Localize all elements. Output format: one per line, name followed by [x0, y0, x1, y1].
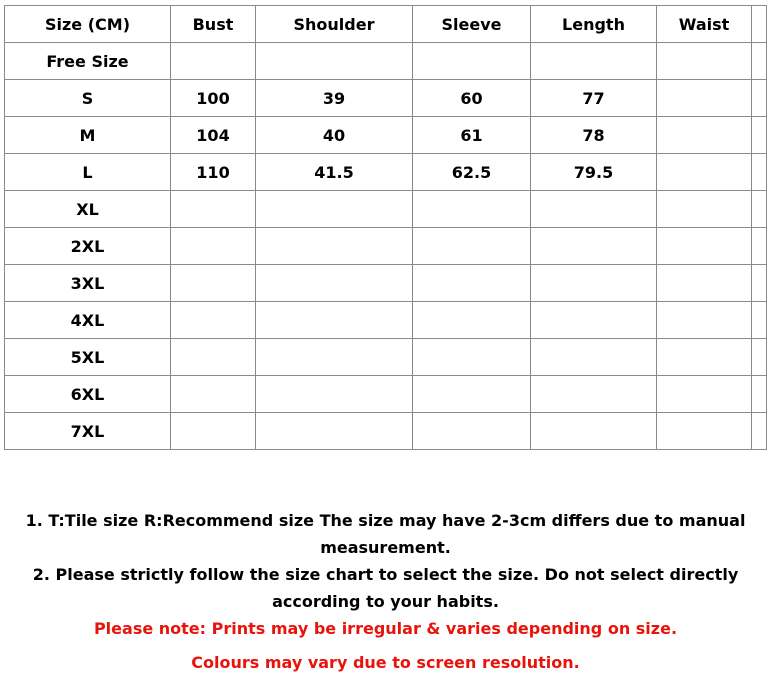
cell-size: 4XL: [5, 302, 171, 339]
cell-size: L: [5, 154, 171, 191]
note-1-line-2: measurement.: [320, 538, 451, 557]
cell-shoulder: [256, 339, 413, 376]
cell-length: [531, 265, 657, 302]
cell-sleeve: [413, 191, 531, 228]
cell-shoulder: [256, 302, 413, 339]
cell-shoulder: 40: [256, 117, 413, 154]
cell-waist: [657, 265, 752, 302]
cell-size: 6XL: [5, 376, 171, 413]
cell-length: [531, 413, 657, 450]
cell-sleeve: 61: [413, 117, 531, 154]
table-row: [5, 302, 767, 339]
header-size: Size (CM): [5, 6, 171, 43]
cell-shoulder: [256, 191, 413, 228]
cell-sleeve: [413, 228, 531, 265]
color-warning: Colours may vary due to screen resolution.: [191, 653, 580, 672]
header-length: Length: [531, 6, 657, 43]
cell-length: [531, 339, 657, 376]
cell-bust: 110: [171, 154, 256, 191]
table-row: [5, 117, 767, 154]
header-waist: Waist: [657, 6, 752, 43]
cell-length: [531, 376, 657, 413]
cell-extra: [752, 265, 767, 302]
cell-size: 2XL: [5, 228, 171, 265]
cell-sleeve: [413, 376, 531, 413]
table-row: [5, 339, 767, 376]
cell-length: 79.5: [531, 154, 657, 191]
cell-extra: [752, 339, 767, 376]
cell-extra: [752, 117, 767, 154]
header-bust: Bust: [171, 6, 256, 43]
cell-extra: [752, 154, 767, 191]
cell-bust: 104: [171, 117, 256, 154]
cell-extra: [752, 302, 767, 339]
cell-extra: [752, 80, 767, 117]
cell-bust: [171, 191, 256, 228]
cell-size: Free Size: [5, 43, 171, 80]
cell-waist: [657, 80, 752, 117]
note-2-line-2: according to your habits.: [272, 592, 499, 611]
print-warning: Please note: Prints may be irregular & varies depending on size.: [93, 619, 678, 638]
cell-length: [531, 228, 657, 265]
table-header-row: [5, 6, 767, 43]
cell-waist: [657, 413, 752, 450]
cell-sleeve: [413, 265, 531, 302]
table-row: [5, 265, 767, 302]
cell-bust: [171, 339, 256, 376]
size-notes: [0, 507, 771, 676]
cell-length: [531, 43, 657, 80]
cell-size: 3XL: [5, 265, 171, 302]
table-row: [5, 43, 767, 80]
cell-size: 5XL: [5, 339, 171, 376]
cell-bust: [171, 265, 256, 302]
cell-sleeve: [413, 413, 531, 450]
cell-sleeve: [413, 43, 531, 80]
cell-size: 7XL: [5, 413, 171, 450]
table-row: [5, 80, 767, 117]
cell-bust: 100: [171, 80, 256, 117]
cell-sleeve: [413, 339, 531, 376]
cell-shoulder: [256, 43, 413, 80]
table-row: [5, 191, 767, 228]
cell-extra: [752, 228, 767, 265]
table-row: [5, 413, 767, 450]
header-shoulder: Shoulder: [256, 6, 413, 43]
header-sleeve: Sleeve: [413, 6, 531, 43]
cell-waist: [657, 117, 752, 154]
cell-shoulder: 41.5: [256, 154, 413, 191]
cell-extra: [752, 191, 767, 228]
cell-waist: [657, 339, 752, 376]
size-chart-table: [4, 5, 767, 450]
cell-shoulder: [256, 376, 413, 413]
cell-shoulder: [256, 265, 413, 302]
cell-shoulder: 39: [256, 80, 413, 117]
cell-waist: [657, 228, 752, 265]
cell-length: [531, 302, 657, 339]
cell-extra: [752, 413, 767, 450]
cell-waist: [657, 43, 752, 80]
cell-length: 78: [531, 117, 657, 154]
cell-bust: [171, 376, 256, 413]
cell-sleeve: 60: [413, 80, 531, 117]
table-row: [5, 228, 767, 265]
cell-sleeve: [413, 302, 531, 339]
cell-waist: [657, 376, 752, 413]
cell-extra: [752, 376, 767, 413]
note-2-line-1: 2. Please strictly follow the size chart to select the size. Do not select directly: [32, 565, 739, 584]
cell-bust: [171, 302, 256, 339]
header-extra-cell: [752, 6, 767, 43]
cell-length: [531, 191, 657, 228]
cell-bust: [171, 228, 256, 265]
cell-waist: [657, 154, 752, 191]
cell-waist: [657, 302, 752, 339]
cell-shoulder: [256, 228, 413, 265]
cell-size: S: [5, 80, 171, 117]
cell-length: 77: [531, 80, 657, 117]
cell-extra: [752, 43, 767, 80]
cell-sleeve: 62.5: [413, 154, 531, 191]
table-row: [5, 154, 767, 191]
cell-size: XL: [5, 191, 171, 228]
note-1-line-1: 1. T:Tile size R:Recommend size The size may have 2-3cm differs due to manual: [25, 511, 746, 530]
cell-bust: [171, 413, 256, 450]
cell-size: M: [5, 117, 171, 154]
cell-bust: [171, 43, 256, 80]
cell-waist: [657, 191, 752, 228]
cell-shoulder: [256, 413, 413, 450]
table-row: [5, 376, 767, 413]
